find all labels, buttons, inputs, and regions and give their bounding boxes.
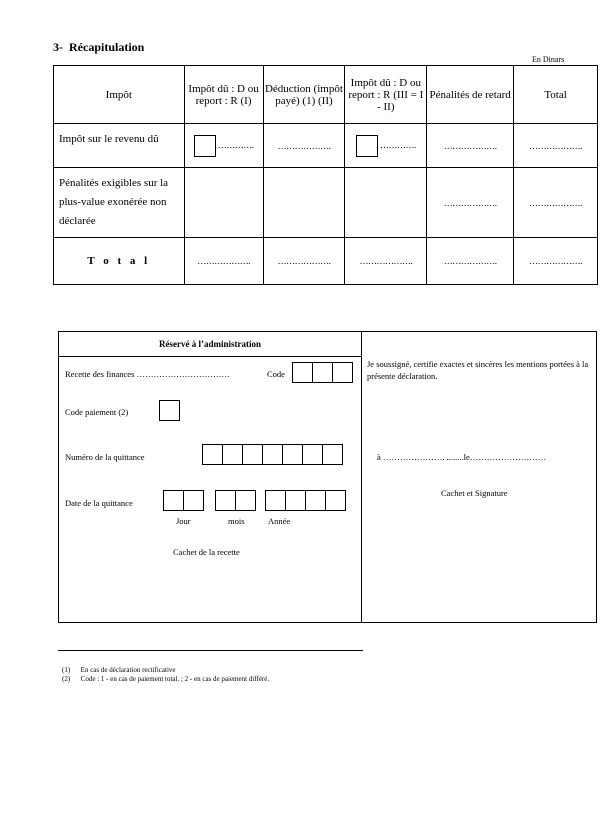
date-box[interactable] — [183, 490, 204, 511]
cell-empty — [263, 168, 345, 238]
section-number: 3- — [53, 40, 63, 54]
numero-box[interactable] — [262, 444, 283, 465]
numero-box[interactable] — [222, 444, 243, 465]
date-box[interactable] — [325, 490, 346, 511]
cachet-recette-label: Cachet de la recette — [173, 547, 240, 557]
numero-quittance-label: Numéro de la quittance — [65, 452, 145, 462]
code-paiement-input[interactable] — [159, 400, 180, 421]
annee-label: Année — [268, 516, 291, 526]
cell-penalites[interactable]: ………………. — [427, 124, 514, 168]
recap-table — [53, 65, 598, 285]
date-mois-boxes[interactable] — [215, 490, 256, 511]
cell-grand-total[interactable]: ………………. — [514, 238, 598, 285]
cell-total-penalites[interactable]: ………………. — [427, 238, 514, 285]
header-total: Total — [514, 66, 598, 124]
recette-label: Recette des finances …………………………… — [65, 369, 231, 379]
date-box[interactable] — [305, 490, 326, 511]
footnote-number: (1) — [62, 666, 71, 674]
date-box[interactable] — [285, 490, 306, 511]
jour-label: Jour — [176, 516, 191, 526]
cell-empty — [345, 168, 427, 238]
cell-deduction[interactable]: ………………. — [263, 124, 345, 168]
date-quittance-label: Date de la quittance — [65, 498, 133, 508]
cell-total-i[interactable]: ………………. — [184, 238, 263, 285]
date-box[interactable] — [163, 490, 184, 511]
numero-box[interactable] — [202, 444, 223, 465]
date-annee-boxes[interactable] — [265, 490, 346, 511]
footnote-2 — [62, 675, 269, 683]
header-impot-du-i: Impôt dû : D ou report : R (I) — [184, 66, 263, 124]
footnote-1 — [62, 666, 176, 674]
header-deduction: Déduction (impôt payé) (1) (II) — [263, 66, 345, 124]
row-label-penalites-plus-value: Pénalités exigibles sur la plus-value exonérée non déclarée — [54, 168, 185, 238]
certification-text: Je soussigné, certifie exactes et sincères les mentions portées à la présente déclaration. — [367, 359, 589, 381]
mois-label: mois — [228, 516, 245, 526]
footnote-divider — [58, 650, 363, 651]
date-box[interactable] — [235, 490, 256, 511]
currency-unit: En Dinars — [532, 55, 565, 64]
dr-checkbox[interactable] — [356, 135, 378, 157]
footnote-text: Code : 1 - en cas de paiement total. ; 2 - en cas de paiement différé. — [80, 675, 270, 683]
cachet-signature-label: Cachet et Signature — [441, 488, 508, 498]
admin-header: Réservé à l’administration — [59, 332, 361, 357]
code-box[interactable] — [312, 362, 333, 383]
numero-box[interactable] — [282, 444, 303, 465]
code-paiement-label: Code paiement (2) — [65, 407, 129, 417]
code-boxes[interactable] — [292, 362, 353, 383]
cell-total[interactable]: ………………. — [514, 124, 598, 168]
row-label-impot-revenu: Impôt sur le revenu dû — [54, 124, 185, 168]
cell-empty — [184, 168, 263, 238]
table-header-row — [54, 66, 598, 124]
cell-total[interactable]: ………………. — [514, 168, 598, 238]
numero-quittance-boxes[interactable] — [202, 444, 343, 465]
numero-box[interactable] — [242, 444, 263, 465]
numero-box[interactable] — [302, 444, 323, 465]
footnote-number: (2) — [62, 675, 71, 683]
cell-total-iii[interactable]: ………………. — [345, 238, 427, 285]
dr-checkbox[interactable] — [194, 135, 216, 157]
numero-box[interactable] — [322, 444, 343, 465]
cell-impot-du-iii[interactable]: …………. — [345, 124, 427, 168]
code-label: Code — [267, 369, 285, 379]
section-title-text: Récapitulation — [69, 40, 145, 54]
table-row — [54, 124, 598, 168]
section-title — [53, 40, 144, 55]
date-box[interactable] — [265, 490, 286, 511]
table-row — [54, 168, 598, 238]
table-row — [54, 238, 598, 285]
header-impot-du-iii: Impôt dû : D ou report : R (III = I - II) — [345, 66, 427, 124]
cell-total-ii[interactable]: ………………. — [263, 238, 345, 285]
date-jour-boxes[interactable] — [163, 490, 204, 511]
header-penalites: Pénalités de retard — [427, 66, 514, 124]
footnote-text: En cas de déclaration rectificative — [80, 666, 176, 674]
code-box[interactable] — [332, 362, 353, 383]
place-date-line[interactable]: à …………………. ........le……………………… — [377, 452, 547, 462]
header-impot: Impôt — [54, 66, 185, 124]
date-box[interactable] — [215, 490, 236, 511]
administration-box — [58, 331, 597, 623]
cell-penalites[interactable]: ………………. — [427, 168, 514, 238]
code-box[interactable] — [292, 362, 313, 383]
admin-reserved-panel — [59, 332, 362, 622]
row-label-total: T o t a l — [54, 238, 185, 285]
cell-impot-du-i[interactable]: …………. — [184, 124, 263, 168]
code-paiement-box[interactable] — [159, 400, 180, 421]
